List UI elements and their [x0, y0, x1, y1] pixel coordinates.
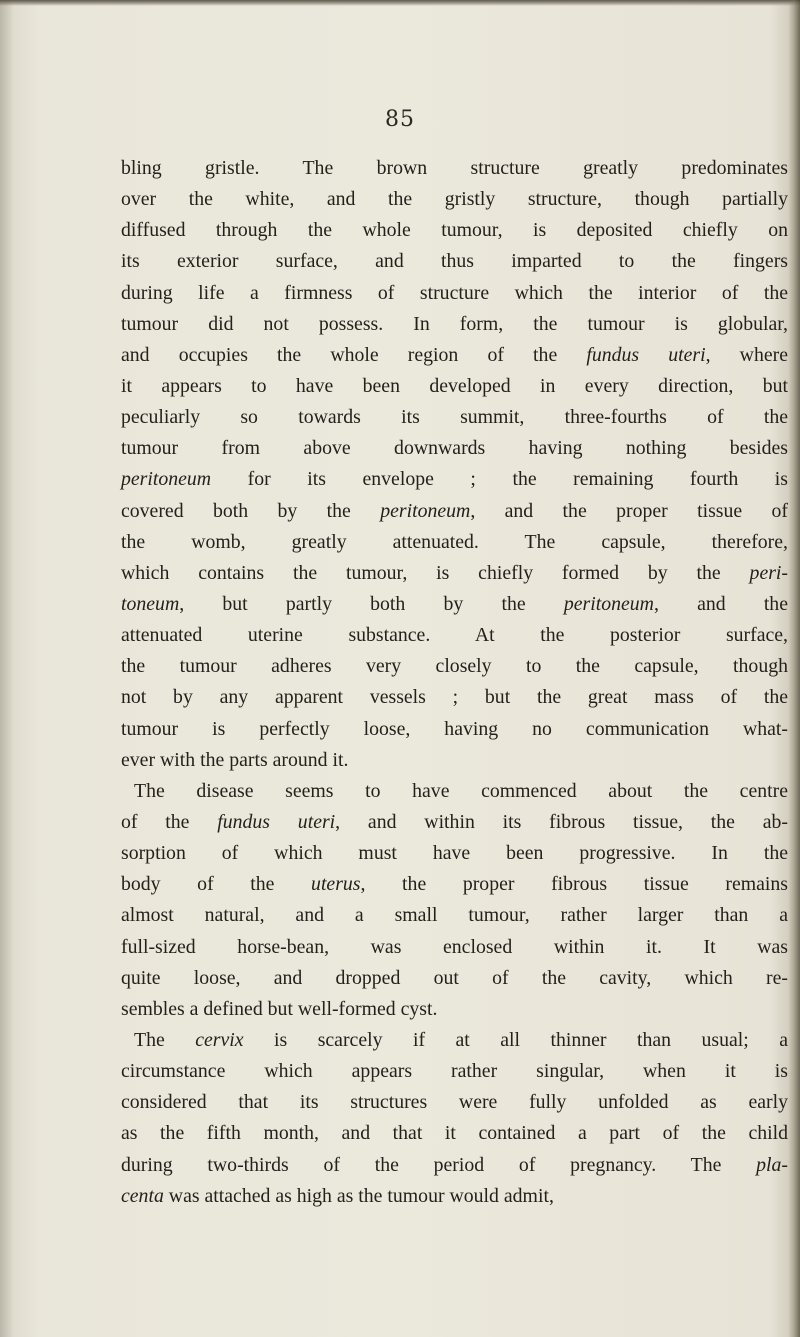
text-segment: quite loose, and dropped out of the cavity, which re- — [121, 966, 788, 989]
text-segment: circumstance which appears rather singular, when it is — [121, 1060, 788, 1083]
text-segment: of the — [121, 810, 218, 833]
text-segment: the womb, greatly attenuated. The capsule, therefore, — [121, 530, 788, 553]
text-segment: The — [134, 1028, 196, 1051]
text-segment: , but partly both by the — [179, 592, 564, 615]
text-segment: tumour is perfectly loose, having no communication what- — [121, 717, 788, 740]
text-segment: sorption of which must have been progressive. In the — [121, 842, 788, 865]
italic-term: centa — [121, 1184, 164, 1207]
text-line — [121, 496, 788, 527]
body-text — [121, 153, 788, 1212]
italic-term: peritoneum — [563, 592, 654, 615]
text-line — [121, 340, 788, 371]
page-gutter-shadow — [0, 0, 14, 1337]
text-line — [121, 807, 788, 838]
text-line — [121, 433, 788, 464]
text-line — [121, 1181, 788, 1212]
text-segment: its exterior surface, and thus imparted to the fingers — [121, 250, 788, 273]
text-segment: and occupies the whole region of the — [121, 343, 587, 366]
text-line — [121, 1087, 788, 1118]
text-segment: , and the — [653, 592, 788, 615]
text-line — [121, 402, 788, 433]
text-segment: bling gristle. The brown structure greatly predominates — [121, 157, 788, 179]
italic-term: peri- — [749, 561, 788, 584]
text-line — [121, 963, 788, 994]
text-segment: attenuated uterine substance. At the posterior surface, — [121, 624, 788, 647]
text-line — [121, 184, 788, 215]
text-segment: , the proper fibrous tissue remains — [360, 873, 789, 896]
text-segment: body of the — [121, 873, 312, 896]
text-segment: it appears to have been developed in every direction, but — [121, 374, 788, 397]
text-segment: covered both by the — [121, 499, 381, 522]
text-line — [121, 246, 788, 277]
text-line — [121, 558, 788, 589]
text-line — [121, 776, 788, 807]
text-line — [121, 589, 788, 620]
page-right-edge — [788, 0, 800, 1337]
text-segment: as the fifth month, and that it contained a part of the child — [121, 1122, 788, 1145]
text-line — [121, 932, 788, 963]
text-segment: which contains the tumour, is chiefly formed by the — [121, 561, 750, 584]
text-line — [121, 994, 788, 1025]
text-line — [121, 309, 788, 340]
italic-term: uterus — [311, 873, 361, 896]
text-segment: during two-thirds of the period of pregnancy. The — [121, 1153, 757, 1176]
text-line — [121, 900, 788, 931]
italic-term: fundus uteri — [217, 810, 336, 833]
text-line — [121, 278, 788, 309]
page-number: 85 — [385, 107, 415, 132]
text-line — [121, 1150, 788, 1181]
text-segment: for its envelope ; the remaining fourth is — [211, 468, 788, 491]
text-segment: not by any apparent vessels ; but the great mass of the — [121, 686, 788, 709]
italic-term: toneum — [121, 592, 180, 615]
text-line — [121, 1056, 788, 1087]
text-segment: almost natural, and a small tumour, rather larger than a — [121, 904, 788, 927]
text-line — [121, 371, 788, 402]
italic-term: peritoneum — [380, 499, 471, 522]
text-line — [121, 620, 788, 651]
text-segment: , where — [705, 343, 789, 366]
text-segment: tumour from above downwards having nothing besides — [121, 437, 788, 460]
text-line — [121, 745, 788, 776]
text-segment: considered that its structures were fully unfolded as early — [121, 1091, 788, 1114]
text-line — [121, 153, 788, 184]
text-line — [121, 527, 788, 558]
text-segment: peculiarly so towards its summit, three-fourths of the — [121, 406, 788, 429]
text-segment: diffused through the whole tumour, is deposited chiefly on — [121, 219, 788, 242]
text-line — [121, 714, 788, 745]
text-line — [121, 464, 788, 495]
italic-term: peritoneum — [121, 468, 212, 491]
text-segment: over the white, and the gristly structure, though partially — [121, 188, 788, 211]
text-segment: The disease seems to have commenced about the centre — [134, 779, 788, 802]
text-segment: was attached as high as the tumour would admit, — [163, 1184, 554, 1207]
italic-term: pla- — [756, 1153, 788, 1176]
text-segment: ever with the parts around it. — [121, 748, 349, 771]
text-line — [121, 869, 788, 900]
page-top-edge — [0, 0, 800, 6]
text-line — [121, 682, 788, 713]
text-line — [121, 838, 788, 869]
text-segment: during life a firmness of structure which the interior of the — [121, 281, 788, 304]
text-segment: , and within its fibrous tissue, the ab- — [335, 810, 788, 833]
text-segment: the tumour adheres very closely to the capsule, though — [121, 655, 788, 678]
italic-term: fundus uteri — [586, 343, 706, 366]
text-line — [121, 1118, 788, 1149]
text-segment: , and the proper tissue of — [470, 499, 789, 522]
text-segment: is scarcely if at all thinner than usual; a — [243, 1028, 789, 1051]
italic-term: cervix — [195, 1028, 244, 1051]
text-segment: sembles a defined but well-formed cyst. — [121, 997, 438, 1020]
text-segment: full-sized horse-bean, was enclosed within it. It was — [121, 935, 788, 958]
text-line — [121, 215, 788, 246]
text-line — [121, 1025, 788, 1056]
text-segment: tumour did not possess. In form, the tumour is globular, — [121, 312, 788, 335]
text-line — [121, 651, 788, 682]
